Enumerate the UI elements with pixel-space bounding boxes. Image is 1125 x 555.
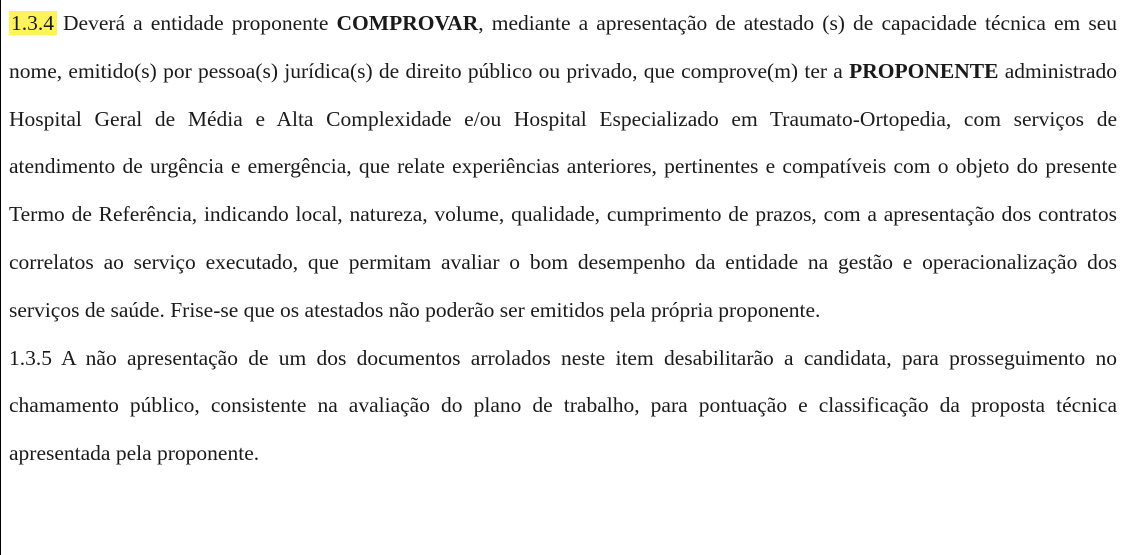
item-number: 1.3.5 xyxy=(9,345,52,370)
bold-term-comprovar: COMPROVAR xyxy=(336,11,479,35)
paragraph-tail-text: administrado Hospital Geral de Média e Alta Complexidade e/ou Hospital Especializado em Traumato-Ortopedia, com serviços de atendimento de urgência e emergência, que relate experiências anteriores, pertinentes e compatíveis com o objeto do presente Termo de Referência, indicando local, natureza, volume, qualidade, cumprimento de prazos, com a apresentação dos contratos correlatos ao serviço executado, que permitam avaliar o bom desempenho da entidade na gestão e operacionalização dos serviços de saúde. Frise-se que os atestados não poderão ser emitidos pela própria proponente. xyxy=(9,58,1118,322)
paragraph-lead-text: Deverá a entidade proponente xyxy=(63,11,329,35)
paragraph-1-3-5 xyxy=(9,335,1117,478)
bold-term-proponente: PROPONENTE xyxy=(849,58,999,83)
paragraph-middle-text: , mediante a apresentação de atestado (s) de capacidade técnica em seu nome, emitido(s) por pessoa(s) jurídica(s) de direito público ou privado, que comprove(m) ter a xyxy=(9,11,1117,83)
document-body xyxy=(9,0,1117,478)
paragraph-1-3-4 xyxy=(9,0,1117,335)
paragraph-text: A não apresentação de um dos documentos arrolados neste item desabilitarão a candidata, para prosseguimento no chamamento público, consistente na avaliação do plano de trabalho, para pontuação e classificação da proposta técnica apresentada pela proponente. xyxy=(9,345,1117,466)
highlighted-item-number: 1.3.4 xyxy=(9,11,57,35)
